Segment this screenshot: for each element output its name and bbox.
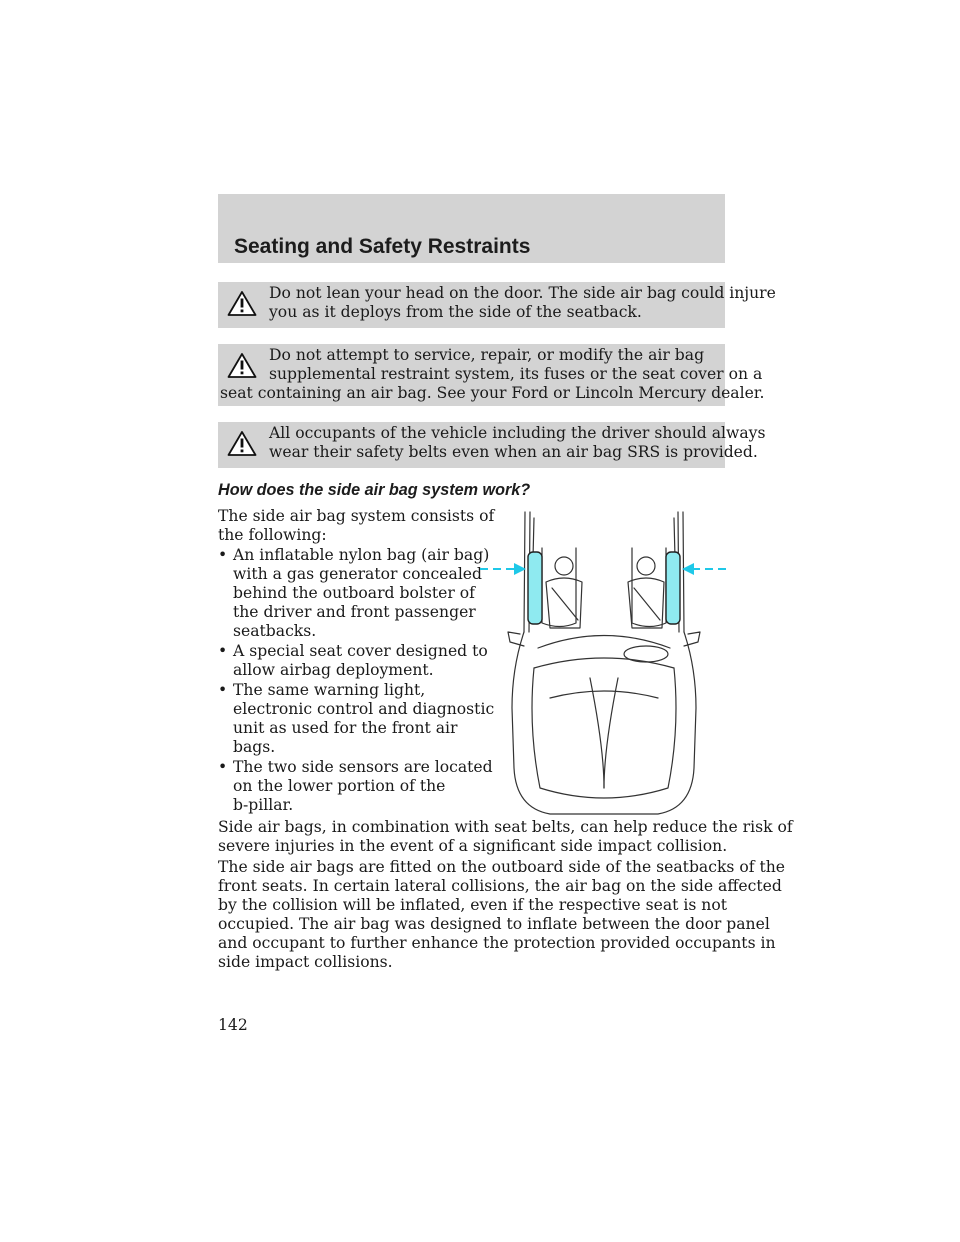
text-line: wear their safety belts even when an air bag SRS is provided. — [269, 443, 758, 461]
warning-box — [218, 282, 776, 328]
page-number: 142 — [218, 1016, 248, 1034]
intro-paragraph — [218, 507, 494, 545]
text-line: All occupants of the vehicle including the driver should always — [269, 424, 766, 442]
bullet-icon: • — [218, 642, 228, 660]
text-line: Do not lean your head on the door. The side air bag could injure — [269, 284, 776, 302]
text-line: An inflatable nylon bag (air bag) — [233, 546, 490, 564]
text-line: A special seat cover designed to — [233, 642, 488, 660]
section-header-band — [218, 194, 725, 263]
text-line: occupied. The air bag was designed to inflate between the door panel — [218, 915, 770, 933]
text-line: Side air bags, in combination with seat belts, can help reduce the risk of — [218, 818, 793, 836]
bullet-icon: • — [218, 681, 228, 699]
text-line: Do not attempt to service, repair, or modify the air bag — [269, 346, 705, 364]
warning-text — [218, 424, 766, 462]
text-line: electronic control and diagnostic — [233, 700, 495, 718]
text-line: the driver and front passenger — [233, 603, 476, 621]
text-line: The side air bags are fitted on the outboard side of the seatbacks of the — [218, 858, 786, 876]
text-line: The same warning light, — [233, 681, 426, 699]
section-heading: How does the side air bag system work? — [218, 481, 531, 499]
text-line: by the collision will be inflated, even if the respective seat is not — [218, 896, 728, 914]
text-line: The side air bag system consists of — [218, 507, 495, 525]
list-item — [218, 642, 488, 680]
text-line: and occupant to further enhance the protection provided occupants in — [218, 934, 776, 952]
text-line: on the lower portion of the — [233, 777, 446, 795]
warning-box — [218, 344, 765, 406]
side-airbag-car-illustration — [480, 508, 728, 822]
warning-box — [218, 422, 766, 468]
text-line: front seats. In certain lateral collisions, the air bag on the side affected — [218, 877, 782, 895]
text-line: The two side sensors are located — [233, 758, 493, 776]
warning-text — [218, 346, 765, 403]
list-item — [218, 546, 489, 641]
text-line: supplemental restraint system, its fuses or the seat cover on a — [269, 365, 763, 383]
text-line: unit as used for the front air — [233, 719, 458, 737]
text-line: seat containing an air bag. See your Ford or Lincoln Mercury dealer. — [220, 384, 765, 402]
text-line: side impact collisions. — [218, 953, 393, 971]
passenger-side-airbag — [528, 552, 542, 624]
driver-side-airbag — [666, 552, 680, 624]
text-line: b-pillar. — [233, 796, 294, 814]
text-line: you as it deploys from the side of the seatback. — [269, 303, 642, 321]
warning-text — [218, 284, 776, 322]
text-line: bags. — [233, 738, 276, 756]
text-line: the following: — [218, 526, 327, 544]
text-line: severe injuries in the event of a significant side impact collision. — [218, 837, 728, 855]
list-item — [218, 681, 494, 757]
body-paragraph — [218, 858, 785, 972]
list-item — [218, 758, 493, 815]
text-line: seatbacks. — [233, 622, 317, 640]
body-paragraph — [218, 818, 793, 856]
page-title: Seating and Safety Restraints — [234, 235, 531, 258]
bullet-icon: • — [218, 546, 228, 564]
text-line: allow airbag deployment. — [233, 661, 434, 679]
text-line: with a gas generator concealed — [233, 565, 483, 583]
text-line: behind the outboard bolster of — [233, 584, 475, 602]
bullet-icon: • — [218, 758, 228, 776]
